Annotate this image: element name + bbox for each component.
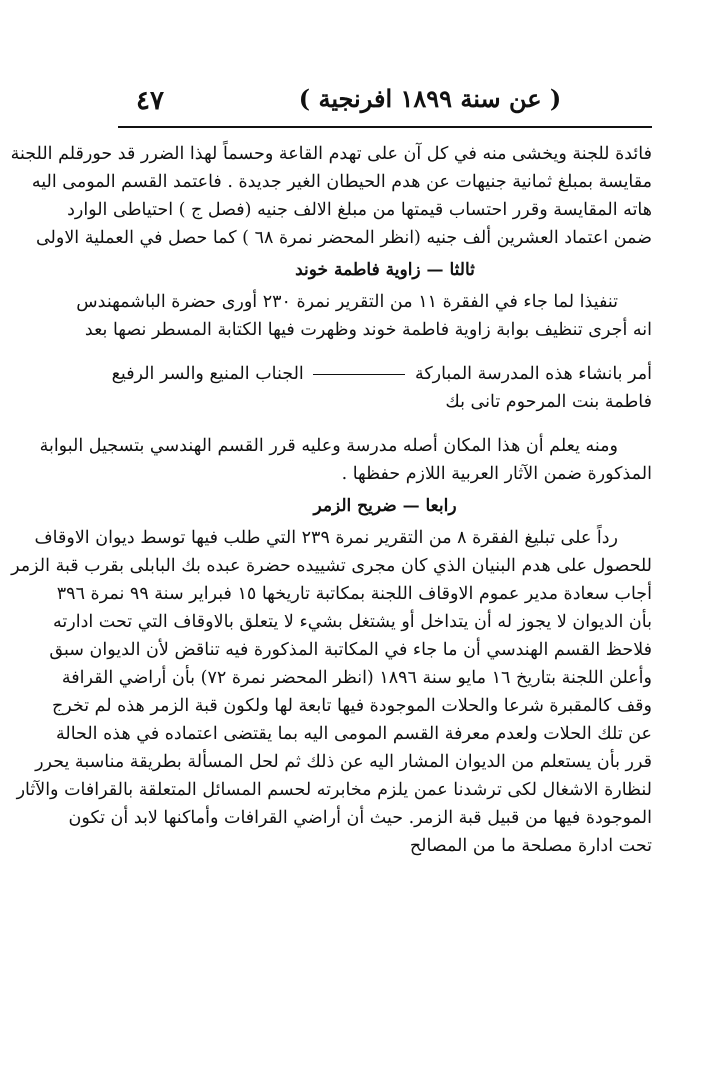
inscription-line: فاطمة بنت المرحوم تانى بك [445, 392, 652, 412]
inscription-start: أمر بانشاء هذه المدرسة المباركة [414, 364, 652, 384]
inscription-end: الجناب المنيع والسر الرفيع [111, 364, 304, 384]
text-line: فائدة للجنة ويخشى منه في كل آن على تهدم القاعة وحسماً لهذا الضرر قد حورقلم اللجنة [10, 144, 652, 164]
text-line: بأن الديوان لا يجوز له أن يتداخل أو يشتغل بشيء لا يتعلق بالاوقاف التي تحت ادارته [53, 612, 652, 632]
page-header [118, 78, 652, 138]
running-head: ( عن سنة ١٨٩٩ افرنجية ) [298, 84, 562, 113]
section-heading-4: رابعا — ضريح الزمر [313, 496, 457, 516]
text-line: وأعلن اللجنة بتاريخ ١٦ مايو سنة ١٨٩٦ (انظر المحضر نمرة ٧٢) بأن أراضي القرافة [61, 668, 652, 688]
inscription-line [111, 360, 652, 388]
text-line: أجاب سعادة مدير عموم الاوقاف اللجنة بمكاتبة تاريخها ١٥ فبراير سنة ٩٩ نمرة ٣٩٦ [56, 584, 652, 604]
text-line: تحت ادارة مصلحة ما من المصالح [409, 836, 652, 856]
text-line: هاته المقايسة وقرر احتساب قيمتها من مبلغ الالف جنيه (فصل ج ) احتياطى الوارد [67, 200, 652, 220]
text-line: المذكورة ضمن الآثار العربية اللازم حفظها . [341, 464, 652, 484]
text-line: انه أجرى تنظيف بوابة زاوية فاطمة خوند وظهرت فيها الكتابة المسطر نصها بعد [84, 320, 652, 340]
text-line: رداً على تبليغ الفقرة ٨ من التقرير نمرة ٢٣٩ التي طلب فيها توسط ديوان الاوقاف [34, 528, 618, 548]
header-rule [118, 126, 652, 128]
text-line: ضمن اعتماد العشرين ألف جنيه (انظر المحضر نمرة ٦٨ ) كما حصل في العملية الاولى [35, 228, 652, 248]
text-line: للحصول على هدم البنيان الذي كان مجرى تشييده حضرة عبده بك البابلى بقرب قبة الزمر [11, 556, 652, 576]
text-line: فلاحظ القسم الهندسي أن ما جاء في المكاتبة المذكورة فيه تناقض لأن الديوان سبق [49, 640, 652, 660]
text-line: قرر بأن يستعلم من الديوان المشار اليه عن ذلك ثم لحل المسألة بطريقة مناسبة يحرر [35, 752, 652, 772]
inscription-dash [313, 374, 405, 375]
text-line: مقايسة بمبلغ ثمانية جنيهات عن هدم الحيطان الغير جديدة . فاعتمد القسم المومى اليه [31, 172, 652, 192]
text-line: عن تلك الحلات ولعدم معرفة القسم المومى اليه بما يقتضى اعتماده في هذه الحالة [56, 724, 652, 744]
text-line: ومنه يعلم أن هذا المكان أصله مدرسة وعليه قرر القسم الهندسي بتسجيل البوابة [39, 436, 618, 456]
text-line: الموجودة فيها من قبيل قبة الزمر. حيث أن أراضي القرافات وأماكنها لابد أن تكون [68, 808, 652, 828]
section-heading-3: ثالثا — زاوية فاطمة خوند [295, 260, 475, 280]
text-line: وقف كالمقبرة شرعا والحلات الموجودة فيها تابعة لها ولكون قبة الزمر هذه لم تخرج [51, 696, 652, 716]
text-line: لنظارة الاشغال لكى ترشدنا عمن يلزم مخابرته لحسم المسائل المتعلقة بالقرافات والآثار [16, 780, 652, 800]
page-body [10, 140, 652, 860]
page-number: ٤٧ [136, 86, 164, 116]
text-line: تنفيذا لما جاء في الفقرة ١١ من التقرير نمرة ٢٣٠ أورى حضرة الباشمهندس [76, 292, 618, 312]
